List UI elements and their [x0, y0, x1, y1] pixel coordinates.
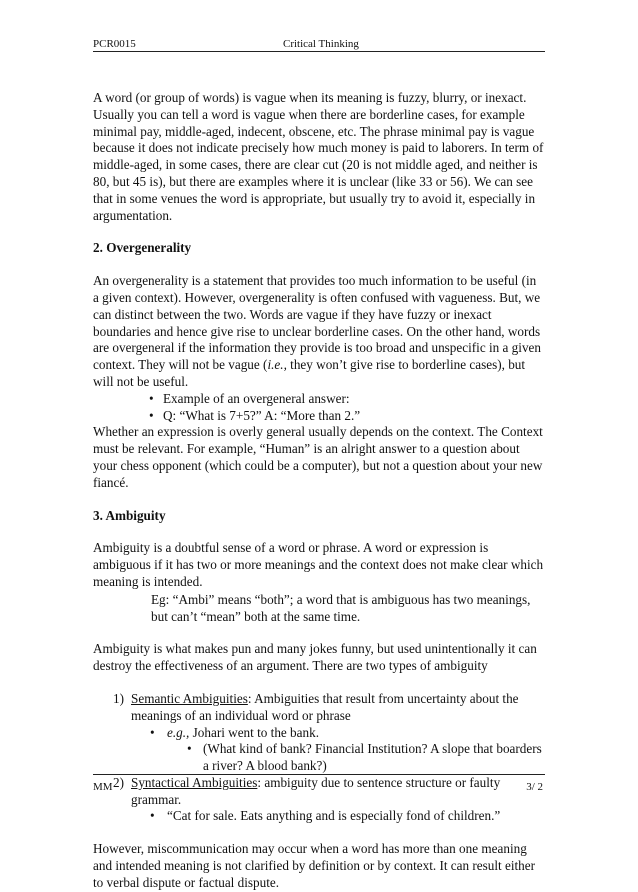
footer-initials: MM — [93, 781, 113, 793]
sub-text: (What kind of bank? Financial Institution? A slope that boarders a river? A blood bank?) — [203, 741, 542, 774]
overgenerality-bullet-1 — [93, 391, 545, 408]
item-text: : ambiguity due to sentence structure or faulty grammar. — [131, 774, 501, 807]
overgenerality-heading: 2. Overgenerality — [93, 240, 192, 256]
ambiguity-paragraph-1: Ambiguity is a doubtful sense of a word or phrase. A word or expression is ambiguous if it has two or more meanings and the context does not make clear which meaning is intended. — [93, 540, 544, 589]
course-code: PCR0015 — [93, 38, 136, 50]
overgenerality-text-a: An overgenerality is a statement that provides too much information to be useful (in a given context). However, overgenerality is often confused with vagueness. But, we can distinct between the two. Words are vague if they have fuzzy or inexact boundaries and hence give rise to unclear borderline cases. On the other hand, words are overgeneral if the information they provide is too broad and unspecific in a given context. They will not be vague ( — [93, 273, 541, 373]
header-title: Critical Thinking — [283, 38, 359, 50]
bullet-glyph: • — [187, 741, 192, 757]
eg-text: “Cat for sale. Eats anything and is especially fond of children.” — [167, 808, 501, 824]
ambiguity-paragraph-2: Ambiguity is what makes pun and many jokes funny, but used unintentionally it can destroy the effectiveness of an argument. There are two types of ambiguity — [93, 641, 537, 674]
eg-text: Johari went to the bank. — [189, 724, 319, 740]
page-header — [93, 38, 545, 52]
ie-abbrev: i.e., — [267, 357, 287, 373]
overgenerality-paragraph-1 — [93, 273, 545, 391]
bullet-text: Example of an overgeneral answer: — [163, 390, 350, 406]
page-number: 3/ 2 — [526, 781, 543, 793]
overgenerality-paragraph-2: Whether an expression is overly general usually depends on the context. The Context must be relevant. For example, “Human” is an alright answer to a question about your chess opponent (which could be a computer), but not a question about your new fiancé. — [93, 424, 543, 490]
bullet-glyph: • — [149, 407, 154, 423]
ambiguity-item-1-example — [93, 725, 545, 742]
ambiguity-item-2-example — [93, 808, 545, 825]
item-number: 1) — [113, 690, 124, 706]
bullet-text: Q: “What is 7+5?” A: “More than 2.” — [163, 407, 361, 423]
ambiguity-heading: 3. Ambiguity — [93, 507, 166, 523]
ambiguity-example: Eg: “Ambi” means “both”; a word that is ambiguous has two meanings, but can’t “mean” both at the same time. — [151, 591, 531, 624]
bullet-glyph: • — [150, 808, 155, 824]
ambiguity-paragraph-3: However, miscommunication may occur when a word has more than one meaning and intended meaning is not clarified by definition or by context. It can result either to verbal dispute or factual dispute. — [93, 841, 536, 890]
item-text: : Ambiguities that result from uncertainty about the meanings of an individual word or phrase — [131, 690, 519, 723]
semantic-term: Semantic Ambiguities — [131, 690, 248, 706]
bullet-glyph: • — [150, 724, 155, 740]
eg-label: e.g., — [167, 724, 190, 740]
vagueness-paragraph: A word (or group of words) is vague when its meaning is fuzzy, blurry, or inexact. Usually you can tell a word is vague when there are borderline cases, for example minimal pay, middle-aged, indecent, obscene, etc. The phrase minimal pay is vague because it does not indicate precisely how much money is paid to laborers. In term of middle-aged, in some cases, there are clear cut (20 is not middle aged, and neither is 80, but 45 is), but there are examples where it is unclear (like 33 or 56). We can see that in some venues the word is appropriate, but usually try to avoid it, especially in argumentation. — [93, 90, 544, 223]
overgenerality-text-b: they won’t give rise to borderline cases), but will not be useful. — [93, 357, 526, 389]
syntactical-term: Syntactical Ambiguities — [131, 774, 258, 790]
bullet-glyph: • — [149, 390, 154, 406]
ambiguity-item-1-sub — [93, 741, 545, 775]
ambiguity-item-1 — [93, 691, 545, 725]
page-content — [93, 90, 545, 892]
item-number: 2) — [113, 774, 124, 790]
overgenerality-bullet-2 — [93, 408, 545, 425]
